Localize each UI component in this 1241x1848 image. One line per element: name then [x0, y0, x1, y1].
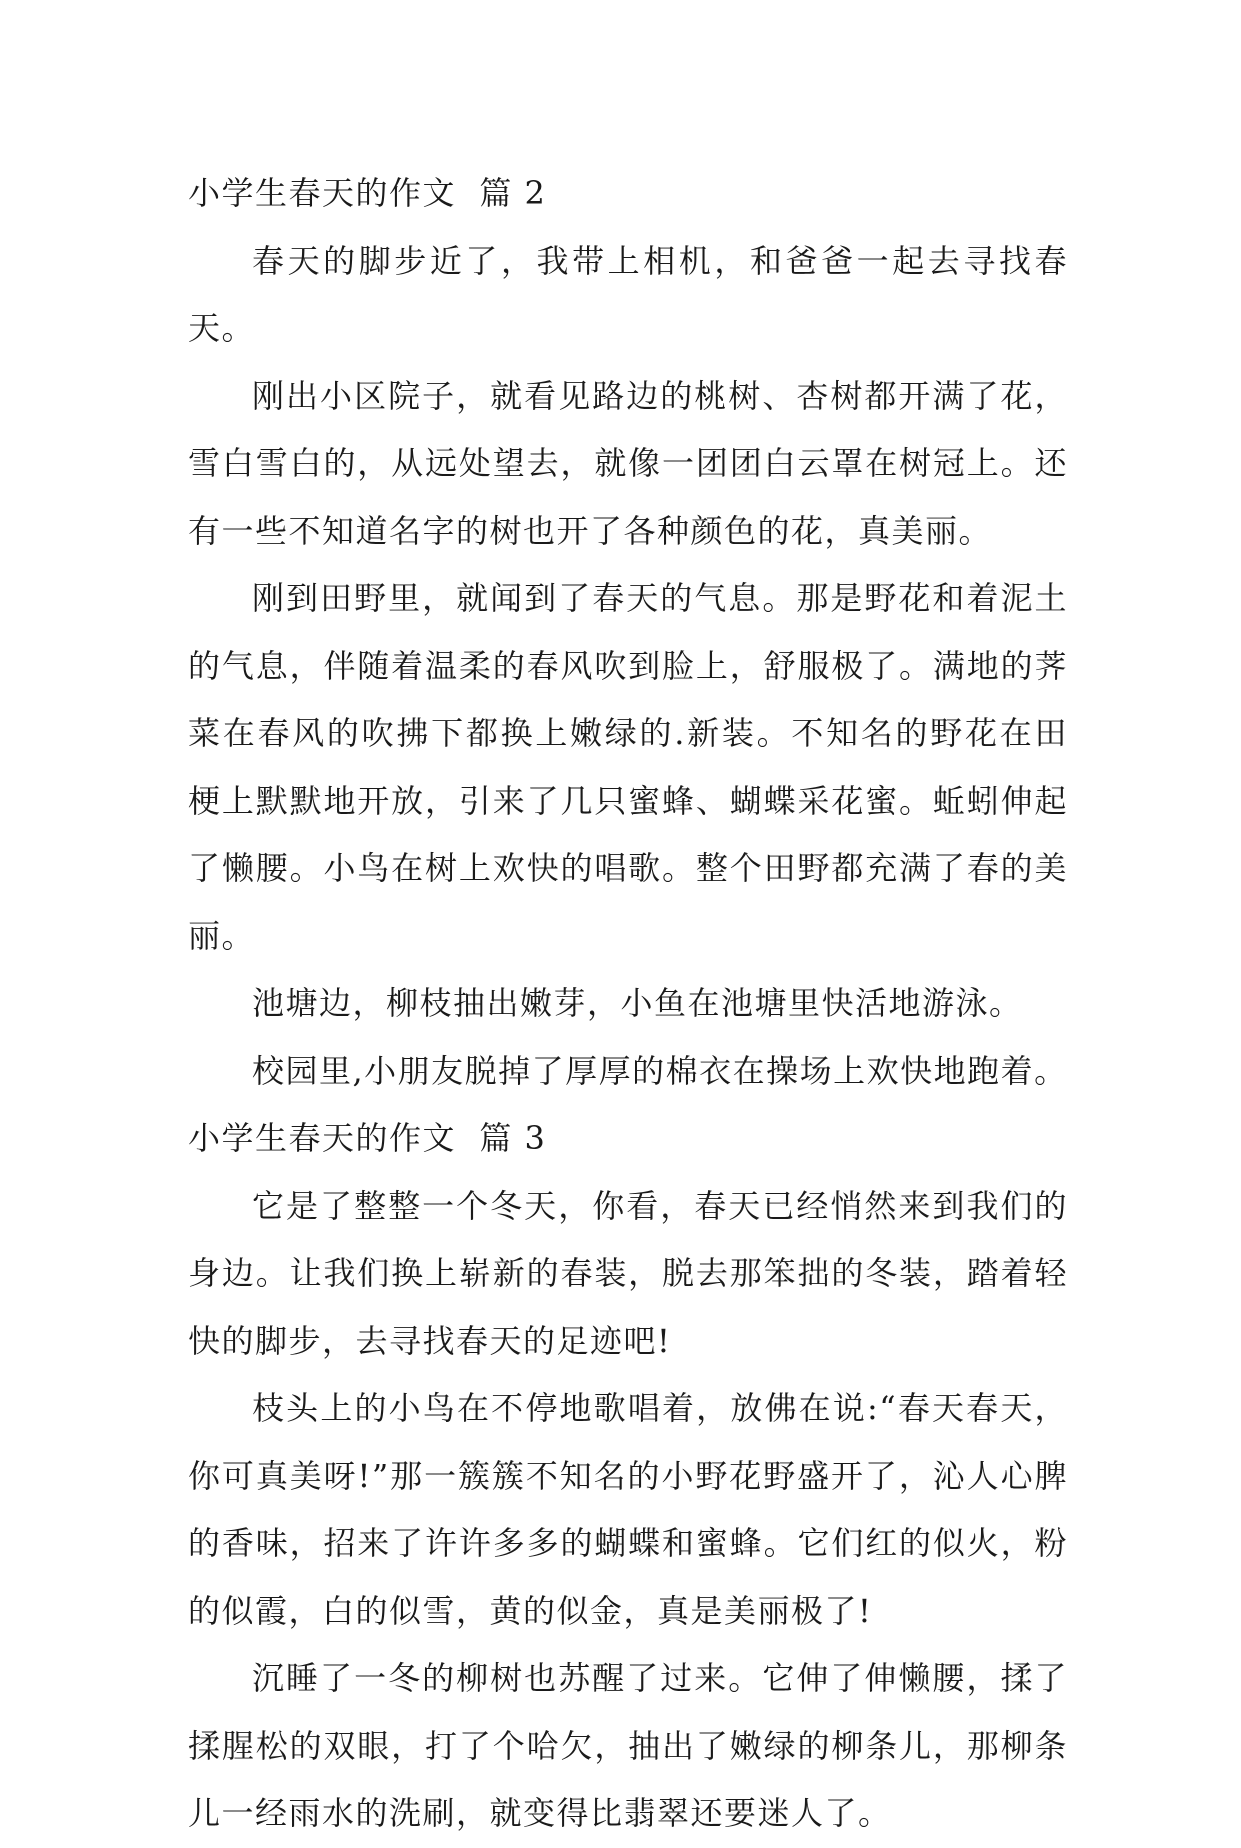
paragraph: 它是了整整一个冬天，你看，春天已经悄然来到我们的身边。让我们换上崭新的春装，脱去那笨拙的冬装，踏着轻快的脚步，去寻找春天的足迹吧!	[188, 1186, 1068, 1360]
paragraph: 刚到田野里，就闻到了春天的气息。那是野花和着泥土的气息，伴随着温柔的春风吹到脸上，舒服极了。满地的荠菜在春风的吹拂下都换上嫩绿的.新装。不知名的野花在田梗上默默地开放，引来了几只蜜蜂、蝴蝶采花蜜。蚯蚓伸起了懒腰。小鸟在树上欢快的唱歌。整个田野都充满了春的美丽。	[188, 579, 1068, 955]
paragraph: 池塘边，柳枝抽出嫩芽，小鱼在池塘里快活地游泳。	[252, 984, 1023, 1022]
paragraph: 沉睡了一冬的柳树也苏醒了过来。它伸了伸懒腰，揉了揉腥松的双眼，打了个哈欠，抽出了嫩绿的柳条儿，那柳条儿一经雨水的洗刷，就变得比翡翠还要迷人了。	[188, 1659, 1068, 1832]
paragraph: 枝头上的小鸟在不停地歌唱着，放佛在说:“春天春天，你可真美呀!”那一簇簇不知名的小野花野盛开了，沁人心脾的香味，招来了许许多多的蝴蝶和蜜蜂。它们红的似火，粉的似霞，白的似雪，黄的似金，真是美丽极了!	[188, 1389, 1068, 1630]
paragraph: 刚出小区院子，就看见路边的桃树、杏树都开满了花，雪白雪白的，从远处望去，就像一团团白云罩在树冠上。还有一些不知道名字的树也开了各种颜色的花，真美丽。	[188, 376, 1068, 550]
essay-section-3	[188, 1105, 1068, 1848]
section-heading: 小学生春天的作文 篇 2	[188, 174, 547, 212]
paragraph: 春天的脚步近了，我带上相机，和爸爸一起去寻找春天。	[188, 241, 1068, 347]
paragraph: 校园里,小朋友脱掉了厚厚的棉衣在操场上欢快地跑着。	[252, 1051, 1068, 1090]
document-page	[188, 160, 1068, 1848]
essay-section-2	[188, 160, 1068, 1105]
section-heading: 小学生春天的作文 篇 3	[188, 1119, 547, 1157]
